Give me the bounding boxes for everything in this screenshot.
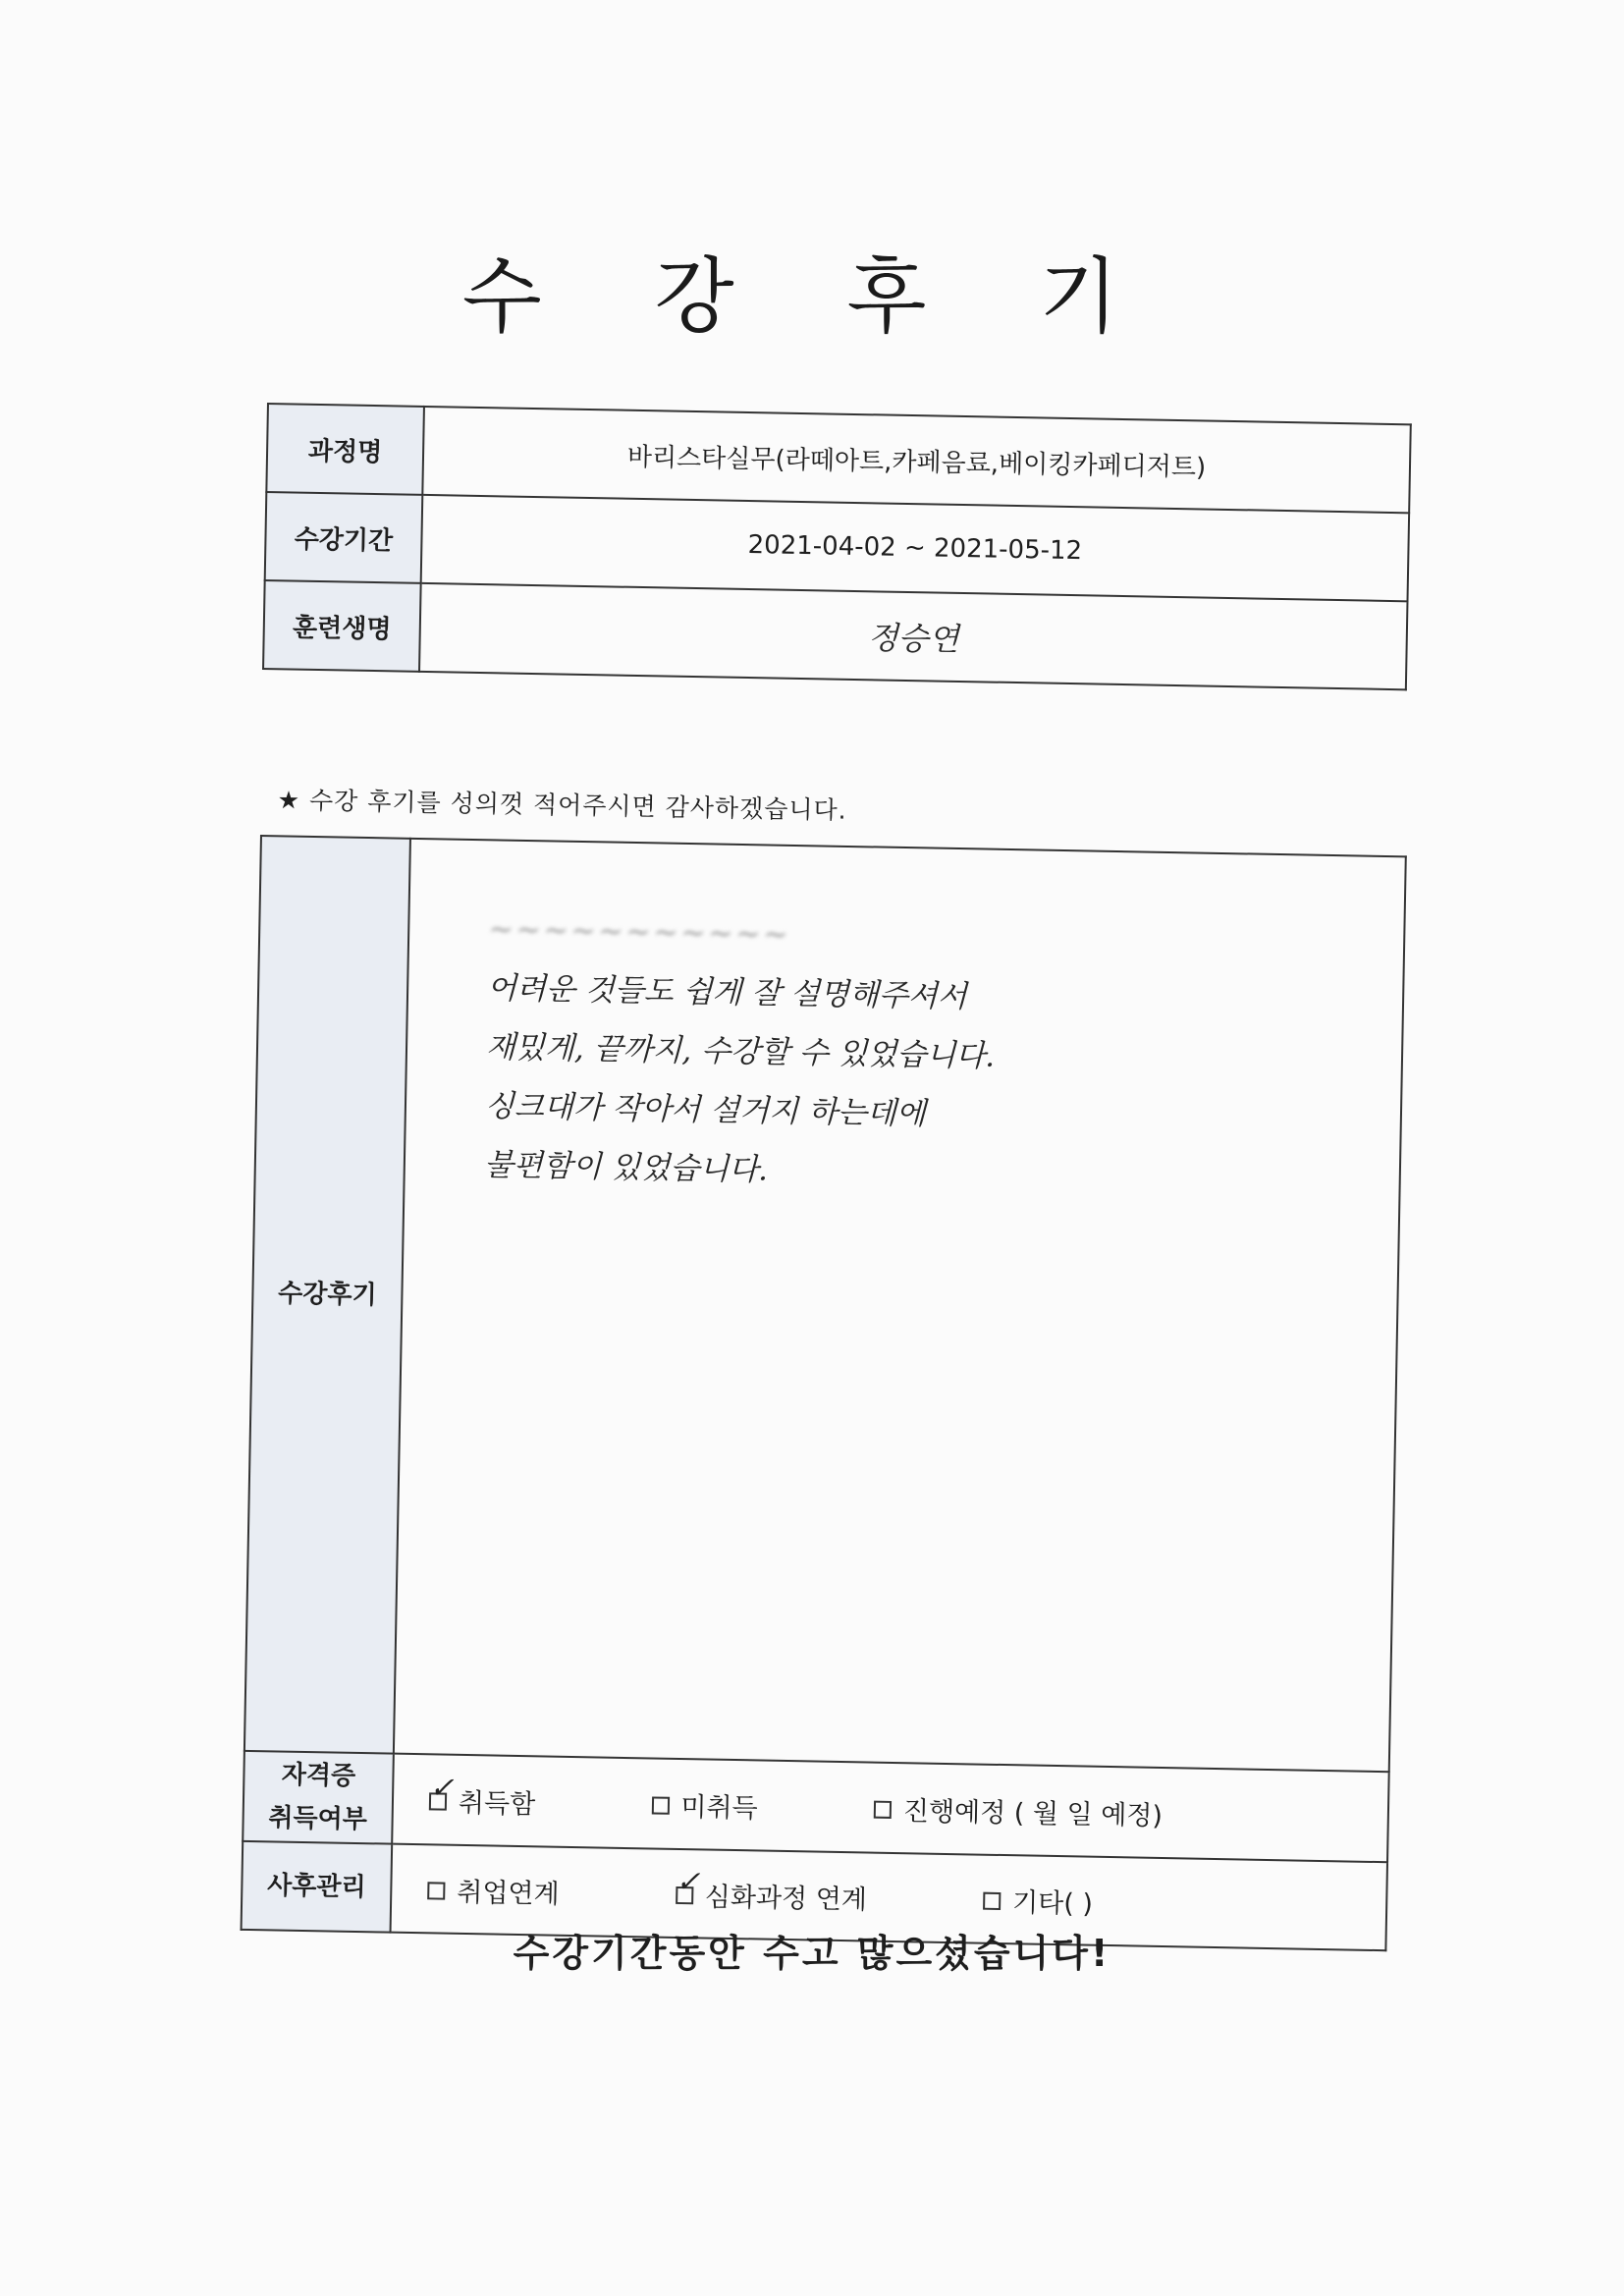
redacted-line: ~~~~~~~~~~~ <box>487 911 791 953</box>
option-in-progress[interactable] <box>874 1788 1164 1831</box>
checkbox-checked-icon[interactable] <box>676 1886 693 1904</box>
option-other[interactable] <box>983 1880 1094 1920</box>
review-body <box>394 839 1406 1772</box>
review-line-2: 재밌게, 끝까지, 수강할 수 있었습니다. <box>485 1029 996 1074</box>
option-label: 기타( ) <box>1011 1886 1094 1920</box>
period-value: 2021-04-02 ~ 2021-05-12 <box>421 495 1409 601</box>
notice-text: ★ 수강 후기를 성의껏 적어주시면 감사하겠습니다. <box>277 785 847 825</box>
trainee-label: 훈련생명 <box>263 580 421 672</box>
option-label: 심화과정 연계 <box>704 1881 868 1916</box>
certificate-label-line2: 취득여부 <box>268 1803 368 1835</box>
period-label: 수강기간 <box>265 492 423 583</box>
option-not-acquired[interactable] <box>651 1784 758 1825</box>
review-table <box>241 835 1407 1951</box>
review-label: 수강후기 <box>244 836 410 1754</box>
checkbox-icon[interactable] <box>874 1801 892 1819</box>
course-label: 과정명 <box>266 404 424 495</box>
certificate-label <box>243 1751 394 1844</box>
aftercare-label: 사후관리 <box>242 1841 393 1933</box>
option-label: 취업연계 <box>457 1877 560 1910</box>
review-line-3: 싱크대가 작아서 설거지 하는데에 <box>484 1088 927 1132</box>
review-row <box>244 836 1406 1772</box>
checkbox-icon[interactable] <box>427 1882 445 1899</box>
option-acquired[interactable] <box>429 1780 536 1821</box>
trainee-name-handwritten: 정승연 <box>419 583 1407 689</box>
course-info-table <box>262 403 1412 690</box>
review-line-1: 어려운 것들도 쉽게 잘 설명해주셔서 <box>486 970 968 1015</box>
option-job-linkage[interactable] <box>427 1870 560 1910</box>
option-label: 미취득 <box>680 1791 758 1824</box>
option-label: 취득함 <box>458 1787 536 1820</box>
course-value: 바리스타실무(라떼아트,카페음료,베이킹카페디저트) <box>422 407 1410 513</box>
checkbox-checked-icon[interactable] <box>429 1792 447 1810</box>
option-label: 진행예정 ( 월 일 예정) <box>902 1795 1164 1831</box>
option-advanced-course[interactable] <box>676 1874 868 1916</box>
checkbox-icon[interactable] <box>651 1796 669 1814</box>
closing-message: 수강기간동안 수고 많으셨습니다! <box>513 1932 1111 1975</box>
checkbox-icon[interactable] <box>983 1892 1001 1910</box>
page-title: 수 강 후 기 <box>461 248 1163 345</box>
certificate-label-line1: 자격증 <box>281 1760 356 1791</box>
review-line-4: 불편함이 있었습니다. <box>483 1147 769 1188</box>
